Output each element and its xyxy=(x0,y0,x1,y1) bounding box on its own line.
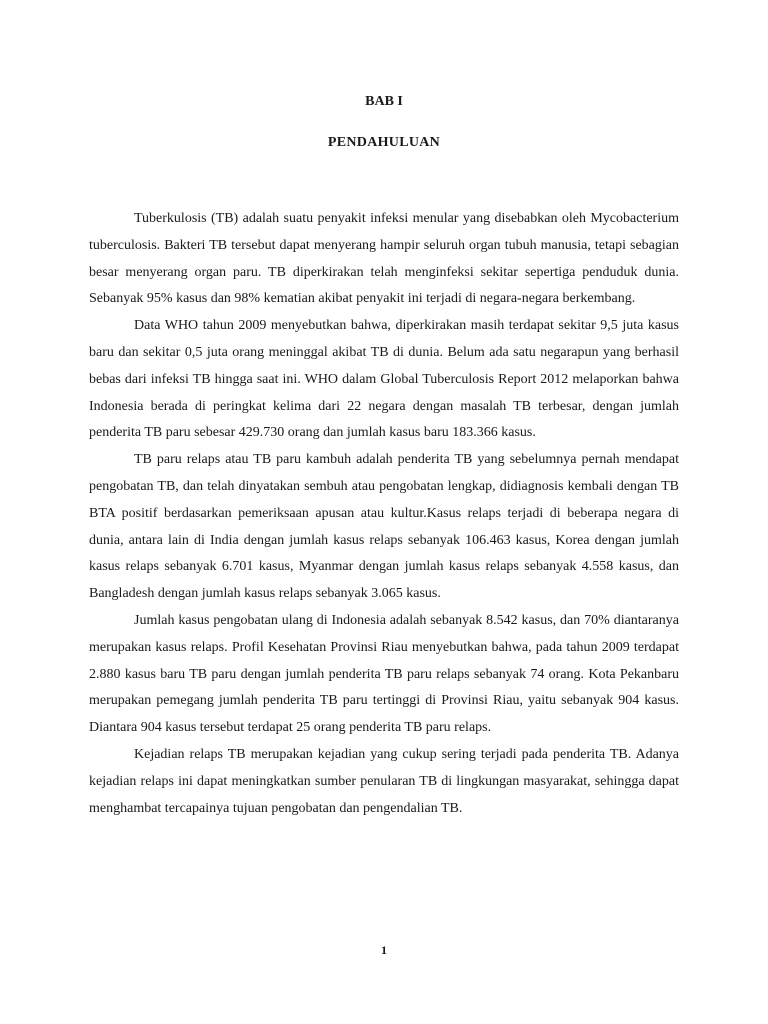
paragraph-2: Data WHO tahun 2009 menyebutkan bahwa, diperkirakan masih terdapat sekitar 9,5 juta kasus baru dan sekitar 0,5 juta orang meninggal akibat TB di dunia. Belum ada satu negarapun yang berhasil bebas dari infeksi TB hingga saat ini. WHO dalam Global Tuberculosis Report 2012 melaporkan bahwa Indonesia berada di peringkat kelima dari 22 negara dengan masalah TB terbesar, dengan jumlah penderita TB paru sebesar 429.730 orang dan jumlah kasus baru 183.366 kasus. xyxy=(89,318,679,441)
chapter-title: PENDAHULUAN xyxy=(327,135,441,150)
page-number: 1 xyxy=(381,943,387,957)
paragraph-4: Jumlah kasus pengobatan ulang di Indonesia adalah sebanyak 8.542 kasus, dan 70% diantaranya merupakan kasus relaps. Profil Kesehatan Provinsi Riau menyebutkan bahwa, pada tahun 2009 terdapat 2.880 kasus baru TB paru dengan jumlah penderita TB paru relaps sebanyak 74 orang. Kota Pekanbaru merupakan pemegang jumlah penderita TB paru tertinggi di Provinsi Riau, yaitu sebanyak 904 kasus. Diantara 904 kasus tersebut terdapat 25 orang penderita TB paru relaps. xyxy=(89,612,679,736)
paragraph-1: Tuberkulosis (TB) adalah suatu penyakit infeksi menular yang disebabkan oleh Mycobacterium tuberculosis. Bakteri TB tersebut dapat menyerang hampir seluruh organ tubuh manusia, tetapi sebagian besar menyerang organ paru. TB diperkirakan telah menginfeksi sekitar sepertiga penduduk dunia. Sebanyak 95% kasus dan 98% kematian akibat penyakit ini terjadi di negara-negara berkembang. xyxy=(89,211,679,307)
chapter-number: BAB I xyxy=(365,94,403,109)
paragraph-3: TB paru relaps atau TB paru kambuh adalah penderita TB yang sebelumnya pernah mendapat pengobatan TB, dan telah dinyatakan sembuh atau pengobatan lengkap, didiagnosis kembali dengan TB BTA positif berdasarkan pemeriksaan apusan atau kultur.Kasus relaps terjadi di beberapa negara di dunia, antara lain di India dengan jumlah kasus relaps sebanyak 106.463 kasus, Korea dengan jumlah kasus relaps sebanyak 6.701 kasus, Myanmar dengan jumlah kasus relaps sebanyak 4.558 kasus, dan Bangladesh dengan jumlah kasus relaps sebanyak 3.065 kasus. xyxy=(89,452,679,602)
paragraph-5: Kejadian relaps TB merupakan kejadian yang cukup sering terjadi pada penderita TB. Adanya kejadian relaps ini dapat meningkatkan sumber penularan TB di lingkungan masyarakat, sehingga dapat menghambat tercapainya tujuan pengobatan dan pengendalian TB. xyxy=(89,746,679,816)
body-text xyxy=(89,206,679,822)
